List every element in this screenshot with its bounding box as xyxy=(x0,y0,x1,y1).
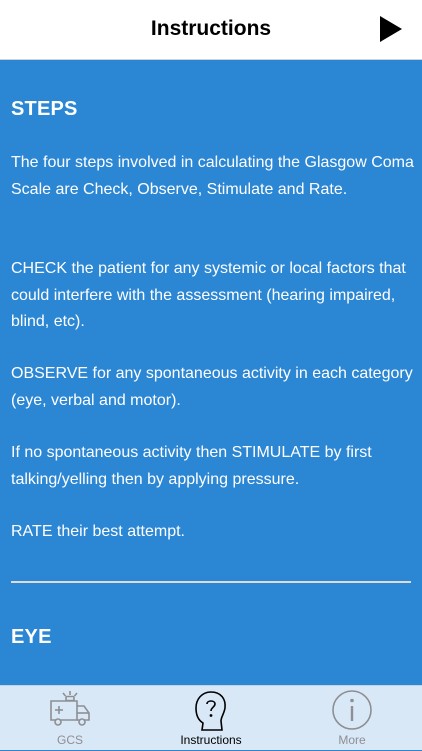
tab-bar xyxy=(0,685,422,750)
ambulance-icon xyxy=(47,689,93,731)
steps-paragraph-stimulate: If no spontaneous activity then STIMULATE by first talking/yelling then by applying pressure. xyxy=(11,444,372,488)
steps-paragraph-observe: OBSERVE for any spontaneous activity in each category (eye, verbal and motor). xyxy=(11,365,413,409)
play-icon[interactable] xyxy=(380,16,402,42)
instructions-content[interactable] xyxy=(0,60,422,685)
tab-more-label: More xyxy=(338,733,366,747)
tab-more[interactable] xyxy=(282,686,422,751)
section-divider xyxy=(11,581,411,583)
head-question-icon xyxy=(191,689,231,733)
tab-instructions-label: Instructions xyxy=(180,733,242,747)
steps-heading: STEPS xyxy=(11,98,78,120)
eye-heading: EYE xyxy=(11,626,52,648)
info-icon xyxy=(330,689,374,733)
page-title: Instructions xyxy=(150,17,272,40)
tab-instructions[interactable] xyxy=(141,686,281,751)
tab-gcs[interactable] xyxy=(0,686,140,751)
steps-paragraph-check: CHECK the patient for any systemic or local factors that could interfere with the assessment (hearing impaired, blind, etc). xyxy=(11,260,406,330)
steps-paragraph-intro: The four steps involved in calculating the Glasgow Coma Scale are Check, Observe, Stimulate and Rate. xyxy=(11,154,414,198)
nav-bar xyxy=(0,0,422,60)
steps-paragraph-rate: RATE their best attempt. xyxy=(11,523,185,540)
tab-gcs-label: GCS xyxy=(56,733,83,747)
